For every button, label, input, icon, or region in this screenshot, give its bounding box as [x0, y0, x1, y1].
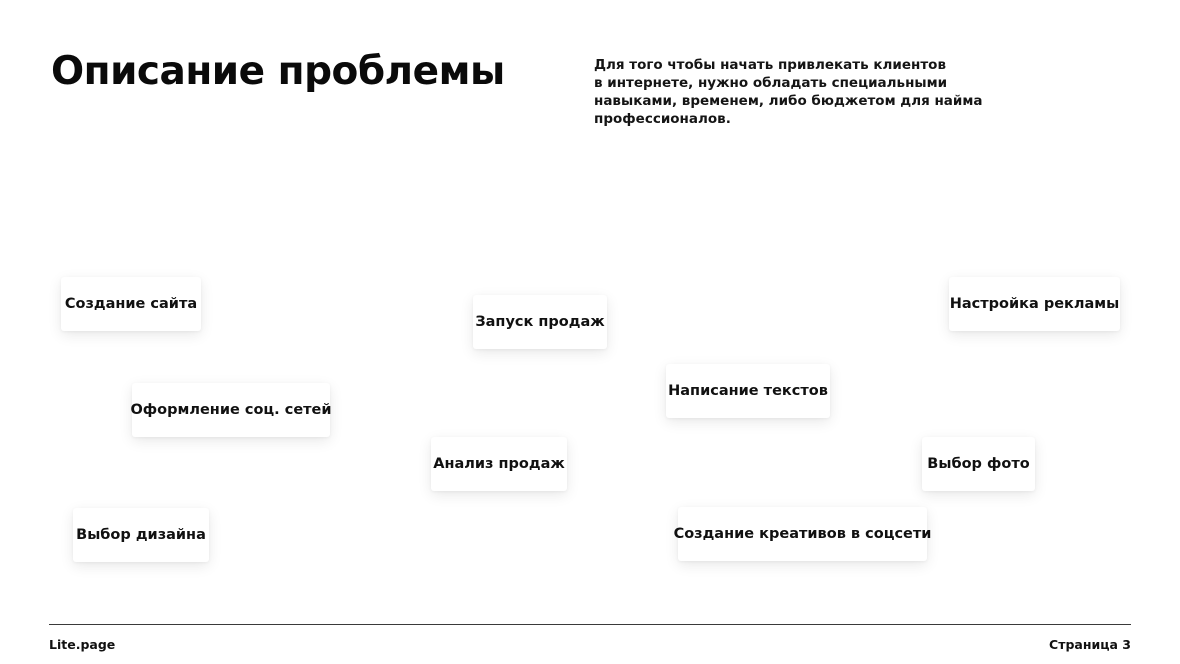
- task-card-design-choice: Выбор дизайна: [73, 508, 209, 562]
- description-line: навыками, временем, либо бюджетом для найма: [594, 93, 983, 109]
- task-card-copywriting: Написание текстов: [666, 364, 830, 418]
- task-card-social-creatives: Создание креативов в соцсети: [678, 507, 927, 561]
- task-card-photo-choice: Выбор фото: [922, 437, 1035, 491]
- task-card-sales-analysis: Анализ продаж: [431, 437, 567, 491]
- description-line: профессионалов.: [594, 111, 731, 127]
- task-card-sales-launch: Запуск продаж: [473, 295, 607, 349]
- problem-description: [594, 56, 983, 128]
- page-number: Страница 3: [1049, 637, 1131, 652]
- description-line: Для того чтобы начать привлекать клиентов: [594, 57, 946, 73]
- description-line: в интернете, нужно обладать специальными: [594, 75, 948, 91]
- task-card-website: Создание сайта: [61, 277, 201, 331]
- footer-brand: Lite.page: [49, 637, 116, 652]
- task-card-social-design: Оформление соц. сетей: [132, 383, 330, 437]
- slide-title: Описание проблемы: [51, 49, 505, 94]
- footer-divider: [49, 624, 1131, 625]
- task-card-ads-setup: Настройка рекламы: [949, 277, 1120, 331]
